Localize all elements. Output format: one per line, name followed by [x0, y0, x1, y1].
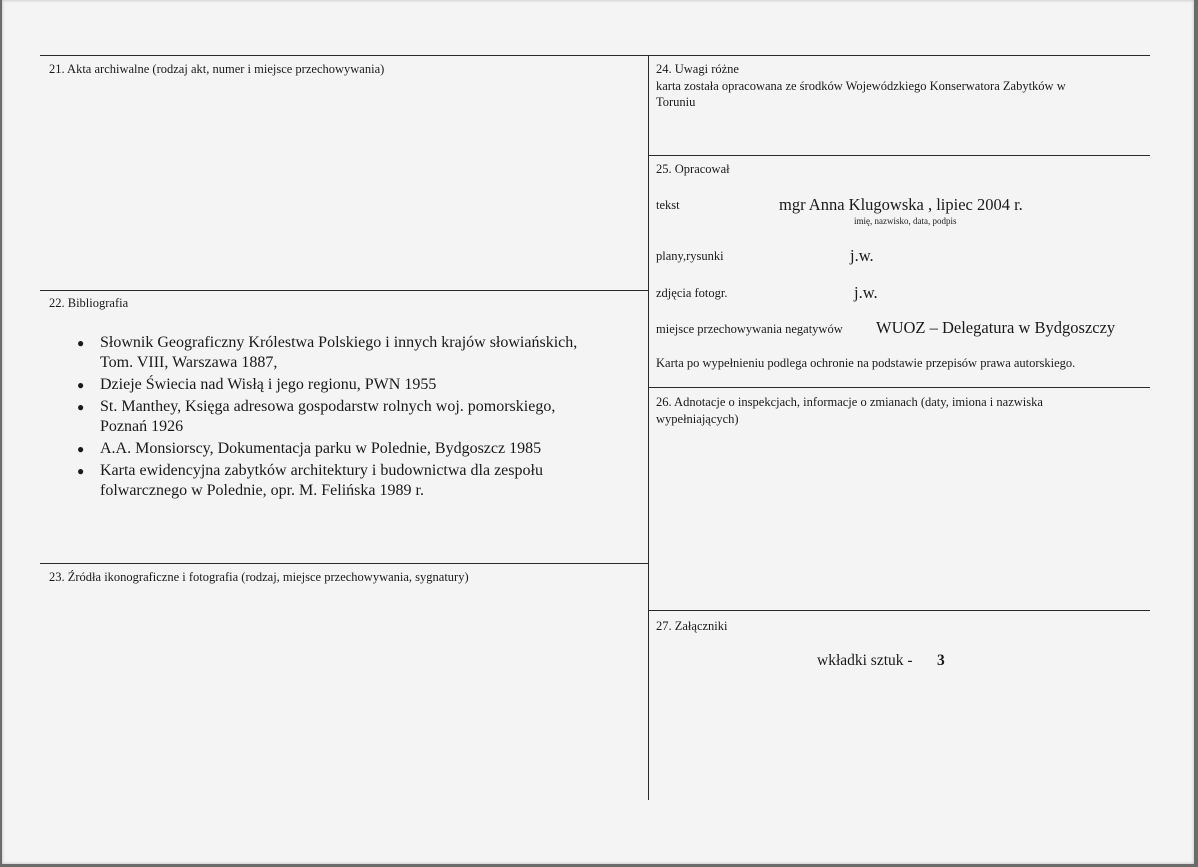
bib-item-line: Dzieje Świecia nad Wisłą i jego regionu, PWN 1955: [100, 376, 437, 393]
section-27-heading: 27. Załączniki: [656, 619, 728, 633]
list-item: [77, 461, 637, 501]
miejsce-label: miejsce przechowywania negatywów: [656, 322, 843, 336]
zdjecia-value: j.w.: [854, 283, 878, 302]
column-divider: [648, 55, 649, 800]
bibliography-list: [77, 333, 637, 503]
section-23-heading: 23. Źródła ikonograficzne i fotografia (rodzaj, miejsce przechowywania, sygnatury): [49, 570, 469, 584]
tekst-label: tekst: [656, 198, 680, 212]
copyright-note: Karta po wypełnieniu podlega ochronie na podstawie przepisów prawa autorskiego.: [656, 356, 1076, 370]
list-item: [77, 375, 637, 395]
list-item: [77, 439, 637, 459]
rule-26-27: [648, 610, 1150, 611]
bullet-icon: ●: [77, 336, 85, 350]
section-25-heading: 25. Opracował: [656, 162, 730, 176]
tekst-value: mgr Anna Klugowska , lipiec 2004 r.: [779, 195, 1023, 214]
rule-22-23: [40, 563, 648, 564]
zdjecia-label: zdjęcia fotogr.: [656, 286, 728, 300]
plany-value: j.w.: [850, 246, 874, 265]
rule-25-26: [648, 387, 1150, 388]
wkladki-count: 3: [937, 652, 945, 669]
bullet-icon: ●: [77, 442, 85, 456]
tekst-caption: imię, nazwisko, data, podpis: [854, 216, 957, 226]
rule-21-22: [40, 290, 648, 291]
section-22-heading: 22. Bibliografia: [49, 296, 129, 310]
bib-item-line: Poznań 1926: [100, 418, 184, 435]
bullet-icon: ●: [77, 378, 85, 392]
bib-item-line: A.A. Monsiorscy, Dokumentacja parku w Polednie, Bydgoszcz 1985: [100, 440, 542, 457]
section-24-text: Toruniu: [656, 95, 696, 109]
bib-item-line: St. Manthey, Księga adresowa gospodarstw rolnych woj. pomorskiego,: [100, 398, 556, 415]
plany-label: plany,rysunki: [656, 249, 724, 263]
section-26-heading: wypełniających): [656, 412, 739, 426]
list-item: [77, 333, 637, 373]
bullet-icon: ●: [77, 464, 85, 478]
section-24-text: karta została opracowana ze środków Wojewódzkiego Konserwatora Zabytków w: [656, 79, 1066, 93]
bib-item-line: Słownik Geograficzny Królestwa Polskiego i innych krajów słowiańskich,: [100, 334, 578, 351]
wkladki-label: wkładki sztuk -: [817, 652, 913, 669]
bullet-icon: ●: [77, 400, 85, 414]
form-sheet: [2, 0, 1194, 864]
list-item: [77, 397, 637, 437]
section-24-heading: 24. Uwagi różne: [656, 62, 739, 76]
top-rule: [40, 55, 1150, 56]
bib-item-line: Karta ewidencyjna zabytków architektury i budownictwa dla zespołu: [100, 462, 543, 479]
bib-item-line: folwarcznego w Polednie, opr. M. Felińska 1989 r.: [100, 482, 424, 499]
miejsce-value: WUOZ – Delegatura w Bydgoszczy: [876, 318, 1116, 337]
section-21-heading: 21. Akta archiwalne (rodzaj akt, numer i miejsce przechowywania): [49, 62, 385, 76]
bib-item-line: Tom. VIII, Warszawa 1887,: [100, 354, 278, 371]
section-26-heading: 26. Adnotacje o inspekcjach, informacje o zmianach (daty, imiona i nazwiska: [656, 395, 1043, 409]
rule-24-25: [648, 155, 1150, 156]
